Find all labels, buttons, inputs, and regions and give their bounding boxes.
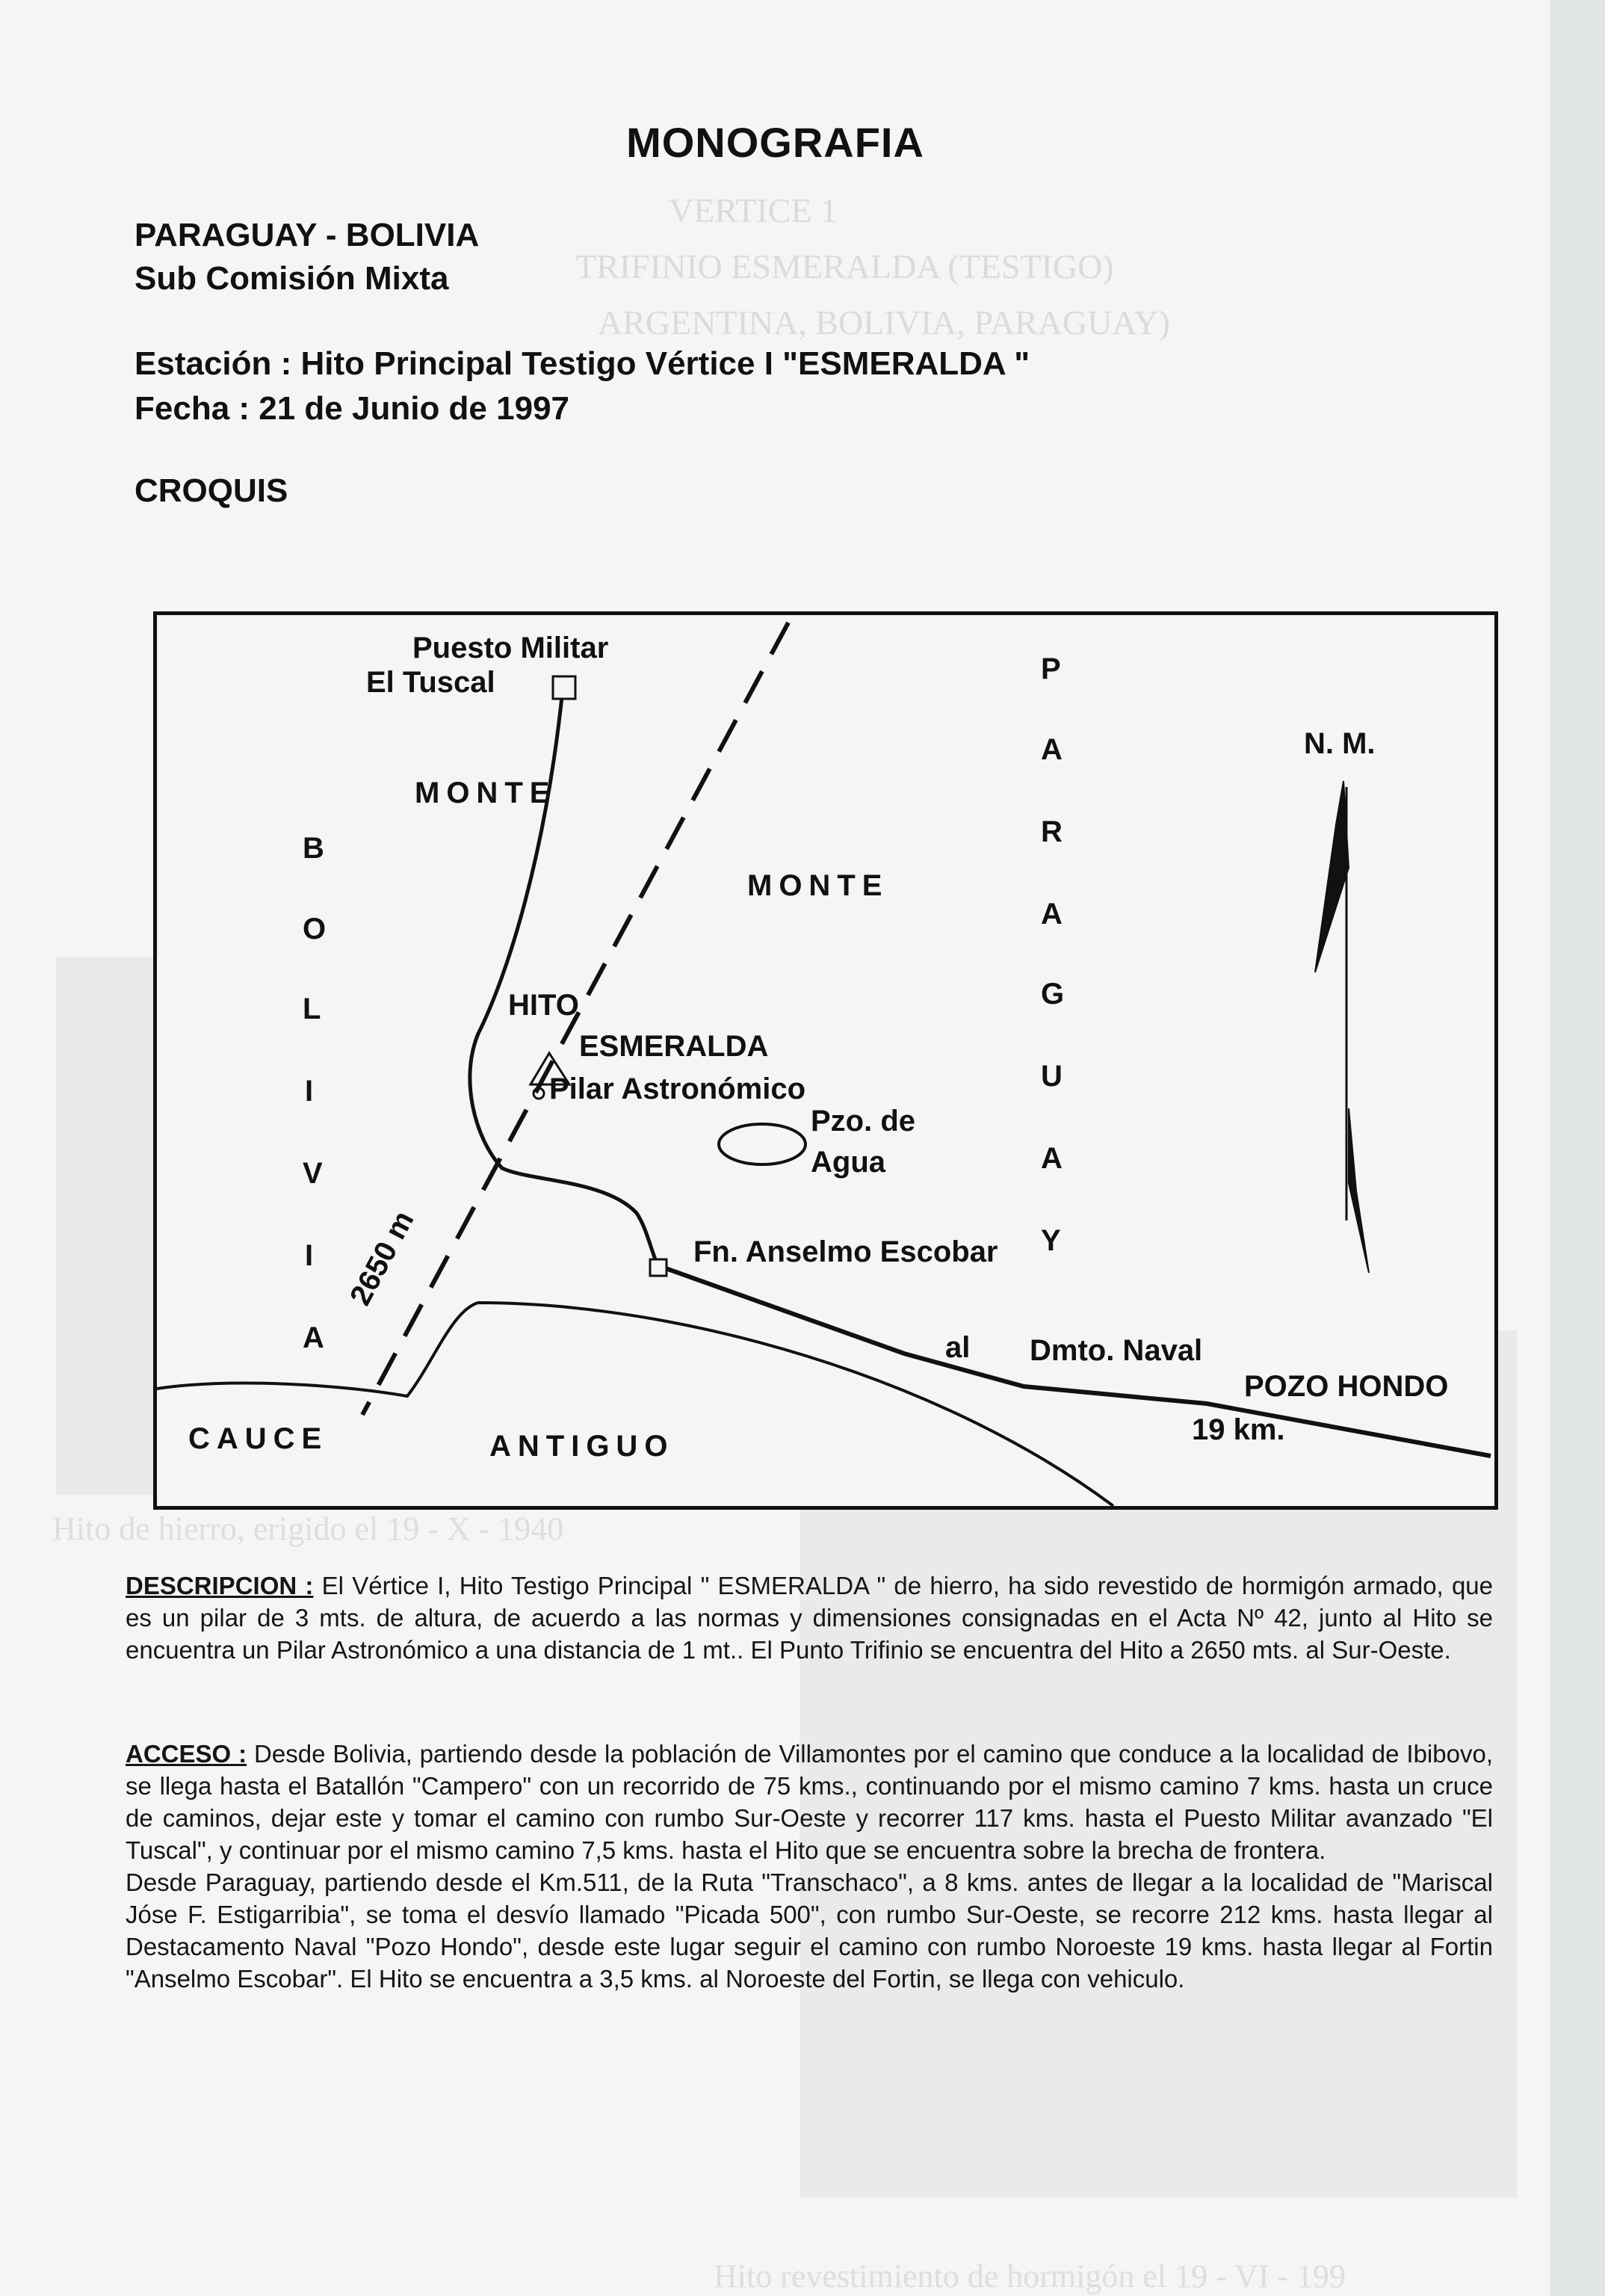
bolivia-letter: V xyxy=(303,1157,323,1190)
distance-label: 2650 m xyxy=(344,1206,421,1311)
antiguo-label: ANTIGUO xyxy=(489,1430,675,1463)
croquis-heading: CROQUIS xyxy=(134,472,288,509)
paraguay-letter: A xyxy=(1041,1142,1063,1175)
commission-line: Sub Comisión Mixta xyxy=(134,260,449,297)
bleed-through-caption-1: Hito de hierro, erigido el 19 - X - 1940 xyxy=(52,1510,564,1547)
al-label: al xyxy=(945,1331,971,1364)
paraguay-letter: A xyxy=(1041,733,1063,766)
station-line: Estación : Hito Principal Testigo Vértice I "ESMERALDA " xyxy=(134,345,1030,382)
monte-center-label: MONTE xyxy=(747,869,889,902)
bolivia-letter: B xyxy=(303,832,324,865)
el-tuscal-label: El Tuscal xyxy=(366,666,495,699)
bleed-through-line-3: ARGENTINA, BOLIVIA, PARAGUAY) xyxy=(598,303,1170,342)
north-arrow-bottom xyxy=(1349,1108,1369,1273)
bleed-through-caption-2: Hito revestimiento de hormigón el 19 - VI - 199 xyxy=(714,2258,1346,2295)
bleed-through-line-1: VERTICE 1 xyxy=(669,191,838,229)
date-line: Fecha : 21 de Junio de 1997 xyxy=(134,390,570,427)
description-paragraph xyxy=(126,1570,1493,1666)
pozo-hondo-label: POZO HONDO xyxy=(1244,1370,1449,1403)
water-well-ellipse xyxy=(719,1124,805,1164)
bolivia-letter: O xyxy=(303,913,327,945)
tuscal-post-marker xyxy=(553,676,575,699)
esmeralda-label: ESMERALDA xyxy=(579,1030,769,1063)
paraguay-letter: U xyxy=(1041,1060,1063,1093)
access-text-paraguay: Desde Paraguay, partiendo desde el Km.511, de la Ruta "Transchaco", a 8 kms. antes de llegar a la localidad de "Mariscal Jóse F. Estigarribia", se toma el desvío llamado "Picada 500", con rumbo Sur-Oeste, se recorre 212 kms. hasta llegar al Destacamento Naval "Pozo Hondo", desde este lugar seguir el camino con rumbo Noroeste 19 kms. hasta llegar al Fortin "Anselmo Escobar". El Hito se encuentra a 3,5 kms. al Noroeste del Fortin, se llega con vehiculo. xyxy=(126,1868,1493,1993)
puesto-militar-label: Puesto Militar xyxy=(412,632,609,664)
hito-label: HITO xyxy=(508,989,579,1022)
paraguay-letter: R xyxy=(1041,815,1063,848)
bolivia-letter: I xyxy=(305,1075,314,1108)
bleed-through-line-2: TRIFINIO ESMERALDA (TESTIGO) xyxy=(575,247,1114,286)
pilar-astronomico-label: Pilar Astronómico xyxy=(549,1073,806,1105)
croquis-map xyxy=(153,611,1498,1510)
cauce-label: CAUCE xyxy=(188,1422,329,1455)
description-text: El Vértice I, Hito Testigo Principal " ESMERALDA " de hierro, ha sido revestido de hormigón armado, que es un pilar de 3 mts. de altura, de acuerdo a las normas y dimensiones consignadas en el Acta Nº 42, junto al Hito se encuentra un Pilar Astronómico a una distancia de 1 mt.. El Punto Trifinio se encuentra del Hito a 2650 mts. al Sur-Oeste. xyxy=(126,1572,1494,1664)
bolivia-letter: I xyxy=(305,1239,314,1272)
north-arrow-top xyxy=(1315,781,1349,972)
monte-left-label: MONTE xyxy=(415,777,557,809)
access-paragraph xyxy=(126,1738,1493,1995)
dmto-naval-label: Dmto. Naval xyxy=(1030,1334,1203,1367)
paraguay-letter: P xyxy=(1041,652,1061,685)
distance-19km-label: 19 km. xyxy=(1192,1413,1285,1446)
countries-line: PARAGUAY - BOLIVIA xyxy=(134,217,480,253)
bolivia-letter: L xyxy=(303,993,321,1025)
page-title: MONOGRAFIA xyxy=(626,119,924,166)
paraguay-letter: A xyxy=(1041,898,1063,931)
description-label: DESCRIPCION : xyxy=(126,1572,314,1599)
paraguay-letter: Y xyxy=(1041,1224,1061,1257)
pozo-agua-label-line2: Agua xyxy=(811,1146,885,1179)
fortin-label: Fn. Anselmo Escobar xyxy=(693,1235,998,1268)
fortin-marker xyxy=(650,1259,667,1276)
paraguay-letter: G xyxy=(1041,978,1065,1010)
access-label: ACCESO : xyxy=(126,1740,247,1768)
pozo-agua-label-line1: Pzo. de xyxy=(811,1105,916,1138)
bolivia-letter: A xyxy=(303,1321,324,1354)
page-edge-background xyxy=(1550,0,1605,2296)
north-label: N. M. xyxy=(1304,727,1376,760)
access-text-bolivia: Desde Bolivia, partiendo desde la población de Villamontes por el camino que conduce a la localidad de Ibibovo, se llega hasta el Batallón "Campero" con un recorrido de 75 kms., continuando por el mismo camino 7 kms. hasta un cruce de caminos, dejar este y tomar el camino con rumbo Sur-Oeste y recorrer 117 kms. hasta el Puesto Militar avanzado "El Tuscal", y continuar por el mismo camino 7,5 kms. hasta el Hito que se encuentra sobre la brecha de frontera. xyxy=(126,1740,1493,1864)
